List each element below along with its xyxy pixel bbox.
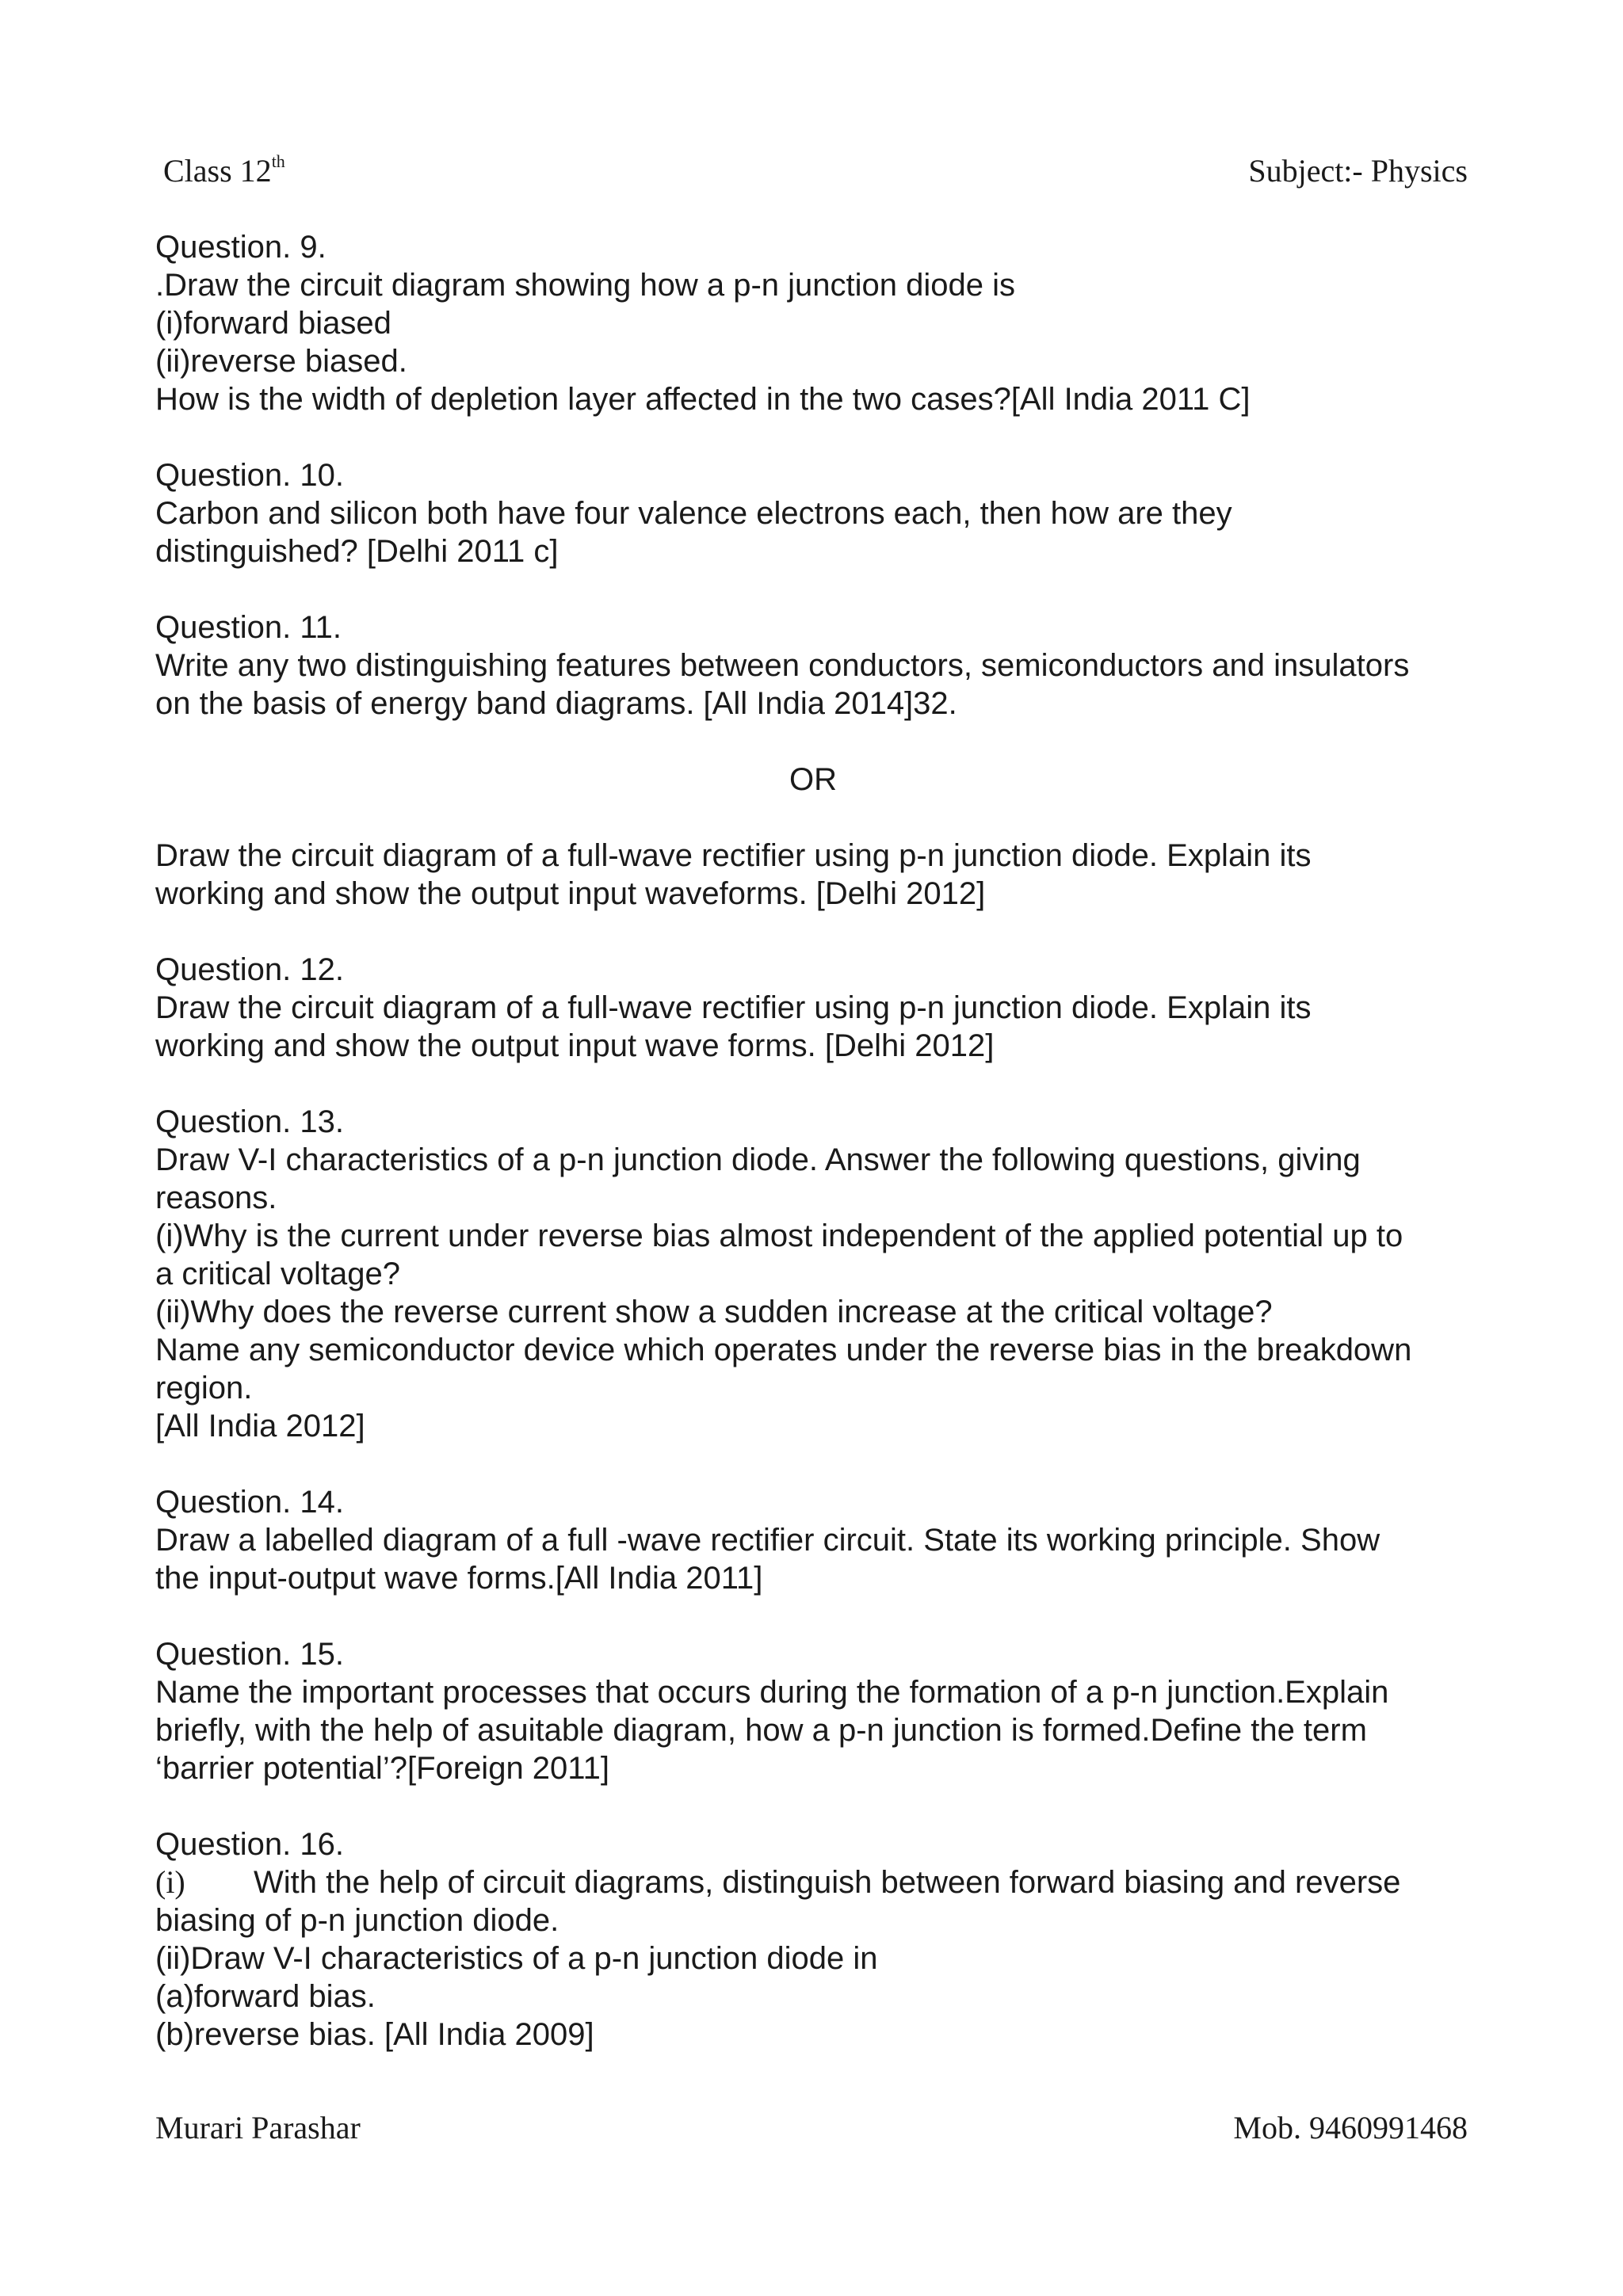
question-line: distinguished? [Delhi 2011 c]	[155, 534, 559, 569]
question-line: .Draw the circuit diagram showing how a p-n junction diode is	[155, 268, 1015, 303]
question-line: the input-output wave forms.[All India 2011]	[155, 1561, 763, 1596]
item-marker: (i)	[155, 1864, 185, 1900]
question-11	[155, 608, 1471, 723]
question-line: biasing of p-n junction diode.	[155, 1903, 559, 1938]
author-name: Murari Parashar	[155, 2110, 361, 2145]
question-title: Question. 14.	[155, 1485, 344, 1520]
question-line: [All India 2012]	[155, 1409, 365, 1444]
question-line: reasons.	[155, 1180, 277, 1215]
item-text: With the help of circuit diagrams, distinguish between forward biasing and reverse	[254, 1865, 1401, 1900]
question-12	[155, 951, 1471, 1065]
question-line: How is the width of depletion layer affected in the two cases?[All India 2011 C]	[155, 382, 1251, 417]
mobile-number: Mob. 9460991468	[1233, 2110, 1468, 2145]
question-13	[155, 1103, 1471, 1445]
question-line: briefly, with the help of asuitable diagram, how a p-n junction is formed.Define the term	[155, 1713, 1367, 1748]
question-line: Draw the circuit diagram of a full-wave rectifier using p-n junction diode. Explain its	[155, 838, 1312, 873]
question-line: (a)forward bias.	[155, 1979, 376, 2014]
questions-body	[155, 228, 1471, 2092]
question-line: Draw the circuit diagram of a full-wave rectifier using p-n junction diode. Explain its	[155, 990, 1312, 1025]
question-title: Question. 16.	[155, 1827, 344, 1862]
question-line: working and show the output input wave forms. [Delhi 2012]	[155, 1028, 995, 1063]
or-separator: OR	[789, 762, 837, 797]
question-title: Question. 13.	[155, 1104, 344, 1139]
question-10	[155, 456, 1471, 570]
question-title: Question. 15.	[155, 1637, 344, 1672]
question-line: (ii)Draw V-I characteristics of a p-n junction diode in	[155, 1941, 878, 1976]
class-suffix: th	[271, 151, 285, 171]
page-header	[155, 152, 1468, 189]
question-title: Question. 12.	[155, 952, 344, 987]
question-line: Carbon and silicon both have four valence electrons each, then how are they	[155, 496, 1232, 531]
question-line: (i)forward biased	[155, 306, 391, 341]
question-title: Question. 9.	[155, 230, 327, 265]
question-line: a critical voltage?	[155, 1257, 401, 1291]
question-line: (b)reverse bias. [All India 2009]	[155, 2017, 594, 2052]
question-line: Name the important processes that occurs during the formation of a p-n junction.Explain	[155, 1675, 1389, 1710]
question-15	[155, 1635, 1471, 1787]
question-line: (ii)reverse biased.	[155, 344, 407, 379]
question-title: Question. 10.	[155, 458, 344, 493]
question-line: Draw a labelled diagram of a full -wave rectifier circuit. State its working principle. Show	[155, 1523, 1381, 1558]
question-line: (ii)Why does the reverse current show a sudden increase at the critical voltage?	[155, 1295, 1273, 1329]
page-footer	[155, 2109, 1468, 2146]
class-label: Class 12th	[163, 151, 285, 189]
question-line: working and show the output input waveforms. [Delhi 2012]	[155, 876, 986, 911]
question-14	[155, 1483, 1471, 1597]
subject-label: Subject:- Physics	[1248, 153, 1468, 189]
question-line: Name any semiconductor device which operates under the reverse bias in the breakdown	[155, 1333, 1412, 1367]
question-11-alternative	[155, 837, 1471, 913]
question-line: Write any two distinguishing features between conductors, semiconductors and insulators	[155, 648, 1410, 683]
question-line	[155, 1863, 1471, 1901]
question-9	[155, 228, 1471, 418]
question-line: (i)Why is the current under reverse bias almost independent of the applied potential up to	[155, 1219, 1403, 1253]
question-line: Draw V-I characteristics of a p-n junction diode. Answer the following questions, giving	[155, 1142, 1361, 1177]
question-16	[155, 1825, 1471, 2054]
question-line: region.	[155, 1371, 253, 1405]
question-title: Question. 11.	[155, 610, 342, 645]
question-line: on the basis of energy band diagrams. [All India 2014]32.	[155, 686, 957, 721]
question-line: ‘barrier potential’?[Foreign 2011]	[155, 1751, 609, 1786]
